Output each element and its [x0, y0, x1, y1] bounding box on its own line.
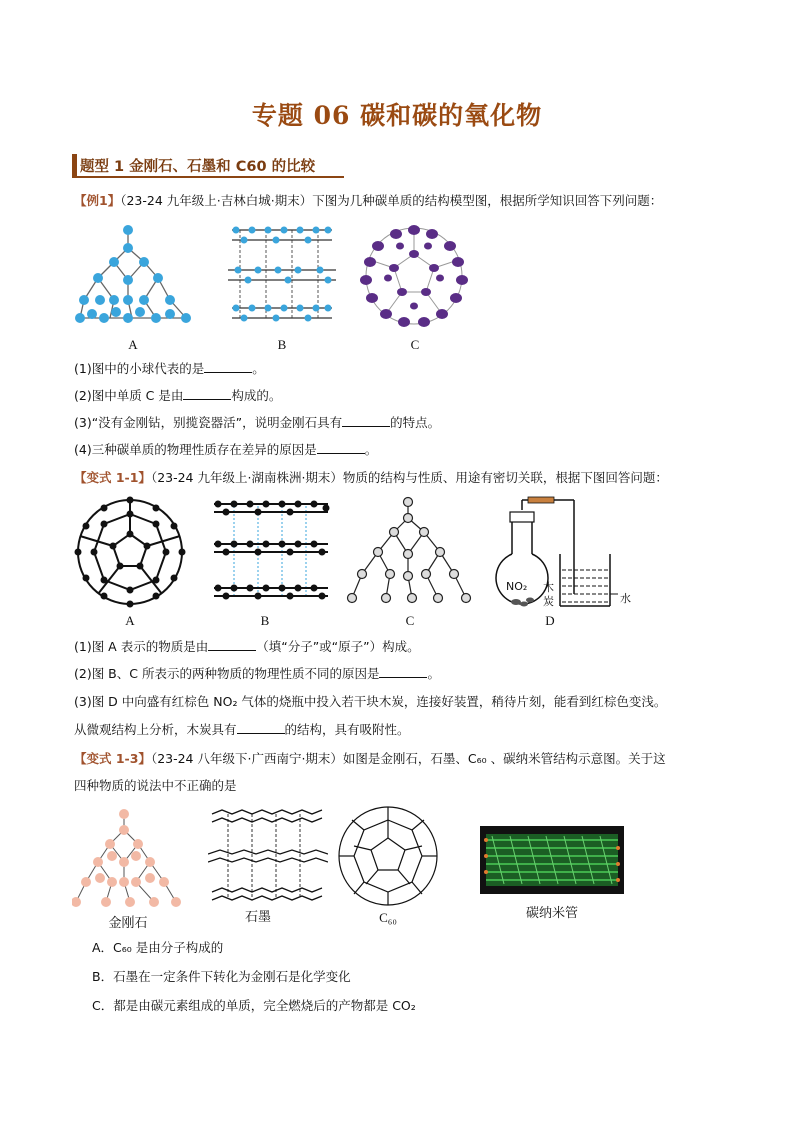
graphite-model-line — [208, 806, 328, 906]
variant13-option-b[interactable]: B．石墨在一定条件下转化为金刚石是化学变化 — [92, 969, 351, 984]
q2-end: 。 — [427, 666, 440, 681]
variant13-stem-line1 — [74, 749, 666, 769]
water-label: 水 — [620, 592, 631, 605]
diamond-model-grey — [346, 494, 472, 608]
variant13-option-c[interactable]: C．都是由碳元素组成的单质，完全燃烧后的产物都是 CO₂ — [92, 998, 416, 1013]
answer-blank[interactable] — [317, 441, 365, 454]
answer-blank[interactable] — [183, 387, 231, 400]
section-underline — [72, 176, 344, 178]
carbon-nanotube-image — [480, 826, 624, 894]
q1-end: 。 — [252, 361, 265, 376]
fullerene-model-purple — [358, 222, 470, 330]
answer-blank[interactable] — [208, 638, 256, 651]
diamond-model-peach — [72, 806, 184, 910]
variant13-stem-text: （23-24 八年级下·广西南宁·期末）如图是金刚石，石墨、C₆₀ 、碳纳米管结构示意图。关于这 — [150, 751, 666, 766]
variant11-stem-text: （23-24 九年级上·湖南株洲·期末）物质的结构与性质、用途有密切关联，根据下图回答问题： — [150, 470, 668, 485]
q4-text: (4)三种碳单质的物理性质存在差异的原因是 — [74, 442, 317, 457]
variant13-option-a[interactable]: A．C₆₀ 是由分子构成的 — [92, 940, 224, 955]
page-title: 专题 06 碳和碳的氧化物 — [251, 101, 543, 130]
section-label: 题型 1 金刚石、石墨和 C60 的比较 — [80, 159, 316, 175]
adsorption-apparatus — [492, 494, 630, 612]
variant11-tag: 【变式 1-1】 — [74, 470, 151, 485]
variant13-caption-c60: C₆₀ — [379, 910, 397, 925]
q3-text: 从微观结构上分析，木炭具有 — [74, 722, 237, 737]
variant11-q1 — [74, 637, 420, 657]
q2-end: 构成的。 — [231, 388, 282, 403]
q3-text: (3)“没有金刚钻，别揽瓷器活”，说明金刚石具有 — [74, 415, 343, 430]
variant11-caption-b: B — [260, 613, 270, 628]
variant11-caption-c: C — [405, 613, 415, 628]
graphite-model-blue — [228, 220, 336, 328]
variant11-caption-d: D — [545, 613, 555, 628]
variant11-q2 — [74, 664, 440, 684]
variant11-stem — [74, 468, 668, 488]
answer-blank[interactable] — [237, 721, 285, 734]
q4-end: 。 — [364, 442, 378, 457]
q3-end: 的特点。 — [390, 415, 441, 430]
example1-q1 — [74, 359, 265, 379]
diamond-model-blue — [70, 218, 195, 330]
variant11-caption-a: A — [125, 613, 135, 628]
fullerene-model-line — [336, 804, 440, 908]
example1-q4 — [74, 440, 377, 460]
example1-tag: 【例1】 — [74, 193, 121, 208]
variant13-caption-nanotube: 碳纳米管 — [525, 905, 578, 920]
variant13-caption-diamond: 金刚石 — [108, 915, 148, 930]
graphite-model-black — [210, 494, 332, 608]
q2-text: (2)图中单质 C 是由 — [74, 388, 184, 403]
q1-end: （填“分子”或“原子”）构成。 — [256, 639, 420, 654]
section-marker — [72, 154, 77, 176]
variant13-stem-line2: 四种物质的说法中不正确的是 — [74, 778, 237, 793]
example1-caption-b: B — [277, 337, 287, 352]
flask-gas-label: NO₂ — [506, 580, 528, 593]
example1-q2 — [74, 386, 281, 406]
example1-stem-text: （23-24 九年级上·吉林白城·期末）下图为几种碳单质的结构模型图，根据所学知识回答下列问题： — [120, 193, 663, 208]
variant13-caption-graphite: 石墨 — [244, 909, 271, 924]
variant11-q3-line1: (3)图 D 中向盛有红棕色 NO₂ 气体的烧瓶中投入若干块木炭，连接好装置，稍待片刻，能看到红棕色变浅。 — [74, 694, 667, 709]
example1-caption-a: A — [128, 337, 138, 352]
q3-end: 的结构，具有吸附性。 — [284, 722, 410, 737]
answer-blank[interactable] — [379, 665, 427, 678]
charcoal-label: 木 炭 — [543, 581, 554, 608]
answer-blank[interactable] — [204, 360, 252, 373]
answer-blank[interactable] — [342, 414, 390, 427]
variant11-q3-line2 — [74, 720, 410, 740]
section-header — [72, 154, 344, 176]
example1-q3 — [74, 413, 440, 433]
example1-stem — [74, 191, 662, 211]
q2-text: (2)图 B、C 所表示的两种物质的物理性质不同的原因是 — [74, 666, 380, 681]
q1-text: (1)图 A 表示的物质是由 — [74, 639, 209, 654]
fullerene-model-black — [72, 494, 188, 610]
q1-text: (1)图中的小球代表的是 — [74, 361, 205, 376]
variant13-tag: 【变式 1-3】 — [74, 751, 151, 766]
example1-caption-c: C — [410, 337, 420, 352]
